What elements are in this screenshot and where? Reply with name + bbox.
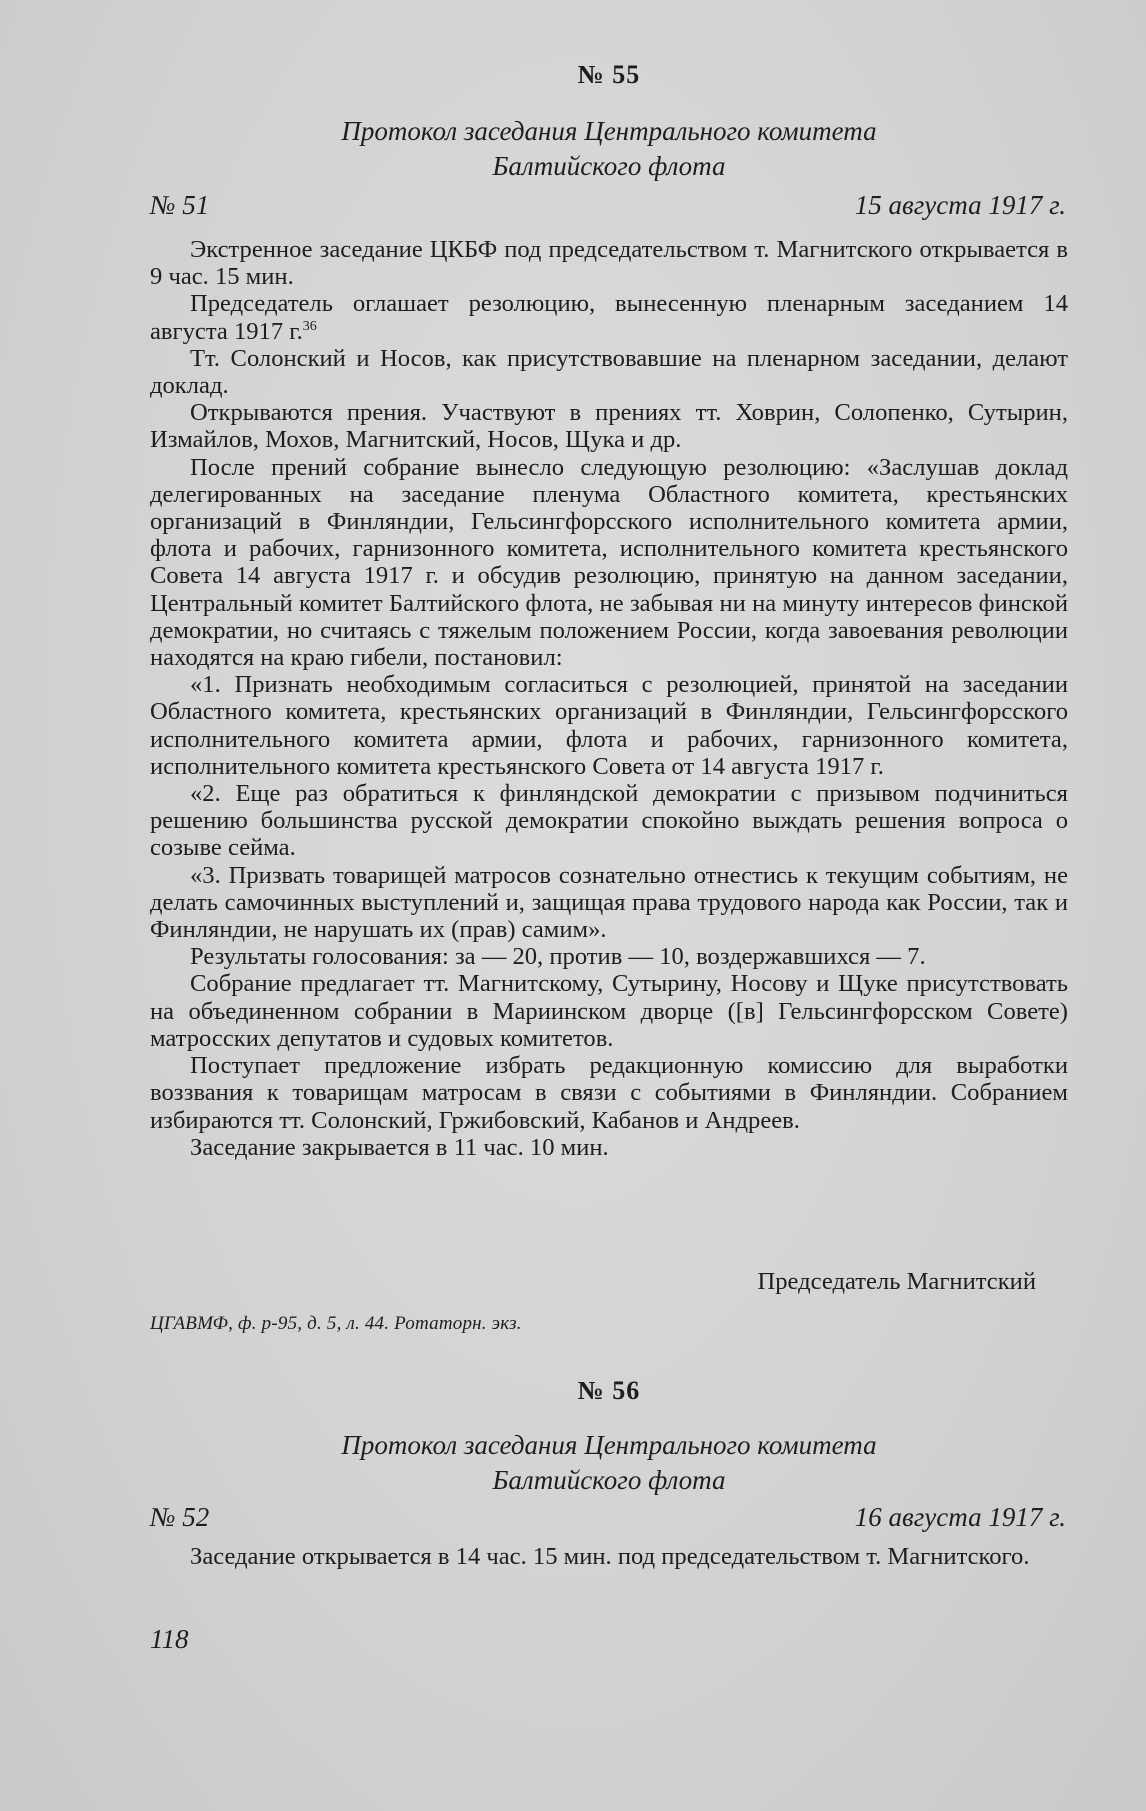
page-number: 118 bbox=[150, 1624, 189, 1654]
protocol-number: № 51 bbox=[150, 190, 210, 220]
document-title-line1: Протокол заседания Центрального комитета bbox=[341, 1430, 877, 1460]
document-number: № 56 bbox=[577, 1376, 641, 1405]
paragraph bbox=[150, 290, 1068, 344]
document-55-meta bbox=[150, 190, 1068, 220]
paragraph: Собрание предлагает тт. Магнитскому, Сутырину, Носову и Щуке присутствовать на объединенном собрании в Мариинском дворце ([в] Гельсингфорсском Совете) матросских депутатов и судовых комитетов. bbox=[150, 970, 1068, 1052]
paragraph: «1. Признать необходимым согласиться с резолюцией, принятой на заседании Областного комитета, крестьянских организаций в Финляндии, Гельсингфорсского исполнительного комитета армии, флота и рабочих, гарнизонного комитета, исполнительного комитета крестьянского Совета от 14 августа 1917 г. bbox=[150, 671, 1068, 780]
paragraph: Открываются прения. Участвуют в прениях тт. Ховрин, Солопенко, Сутырин, Измайлов, Мохов, Магнитский, Носов, Щука и др. bbox=[150, 399, 1068, 454]
paragraph: «3. Призвать товарищей матросов сознательно отнестись к текущим событиям, не делать самочинных выступлений и, защищая права трудового народа как России, так и Финляндии, не нарушать их (прав) самим». bbox=[150, 861, 1068, 944]
archive-block bbox=[150, 1312, 1068, 1336]
protocol-date: 15 августа 1917 г. bbox=[854, 190, 1066, 220]
document-56-meta bbox=[150, 1502, 1068, 1532]
paragraph-text: Председатель оглашает резолюцию, вынесенную пленарным заседанием 14 августа 1917 г. bbox=[150, 290, 1068, 345]
meta-row bbox=[150, 190, 1068, 220]
paragraph: «2. Еще раз обратиться к финляндской демократии с призывом подчиниться решению большинства русской демократии спокойно выждать решения вопроса о созыве сейма. bbox=[150, 780, 1068, 862]
signature: Председатель Магнитский bbox=[757, 1268, 1036, 1295]
document-55-body bbox=[150, 236, 1068, 1161]
paragraph: Заседание закрывается в 11 час. 10 мин. bbox=[190, 1133, 609, 1161]
paragraph: Результаты голосования: за — 20, против — 10, воздержавшихся — 7. bbox=[190, 943, 926, 971]
protocol-date: 16 августа 1917 г. bbox=[854, 1502, 1066, 1532]
document-55-title bbox=[150, 114, 1068, 184]
document-55-header bbox=[150, 62, 1068, 88]
paragraph: Поступает предложение избрать редакционную комиссию для выработки воззвания к товарищам матросам в связи с событиями в Финляндии. Собранием избираются тт. Солонский, Гржибовский, Кабанов и Андреев. bbox=[150, 1052, 1068, 1134]
document-56-body bbox=[150, 1543, 1068, 1570]
document-title-line2: Балтийского флота bbox=[492, 1465, 726, 1495]
document-56-title bbox=[150, 1428, 1068, 1498]
document-56-header bbox=[150, 1378, 1068, 1404]
paragraph: Экстренное заседание ЦКБФ под председательством т. Магнитского открывается в 9 час. 15 мин. bbox=[150, 236, 1068, 291]
signature-block bbox=[150, 1268, 1068, 1296]
protocol-number: № 52 bbox=[150, 1502, 210, 1532]
meta-row bbox=[150, 1502, 1068, 1532]
document-number: № 55 bbox=[577, 60, 641, 89]
paragraph: После прений собрание вынесло следующую резолюцию: «Заслушав доклад делегированных на заседание пленума Областного комитета, крестьянских организаций в Финляндии, Гельсингфорсского исполнительного комитета армии, флота и рабочих, гарнизонного комитета, исполнительного комитета крестьянского Совета 14 августа 1917 г. и обсудив резолюцию, принятую на данном заседании, Центральный комитет Балтийского флота, не забывая ни на минуту интересов финской демократии, но считаясь с тяжелым положением России, когда завоевания революции находятся на краю гибели, постановил: bbox=[150, 453, 1068, 672]
document-title-line2: Балтийского флота bbox=[492, 151, 726, 181]
footnote-marker: 36 bbox=[302, 318, 317, 334]
paragraph: Заседание открывается в 14 час. 15 мин. под председательством т. Магнитского. bbox=[190, 1543, 1030, 1570]
paragraph: Тт. Солонский и Носов, как присутствовавшие на пленарном заседании, делают доклад. bbox=[150, 344, 1068, 400]
archive-reference: ЦГАВМФ, ф. р-95, д. 5, л. 44. Ротаторн. экз. bbox=[150, 1313, 522, 1334]
document-title-line1: Протокол заседания Центрального комитета bbox=[341, 116, 877, 146]
